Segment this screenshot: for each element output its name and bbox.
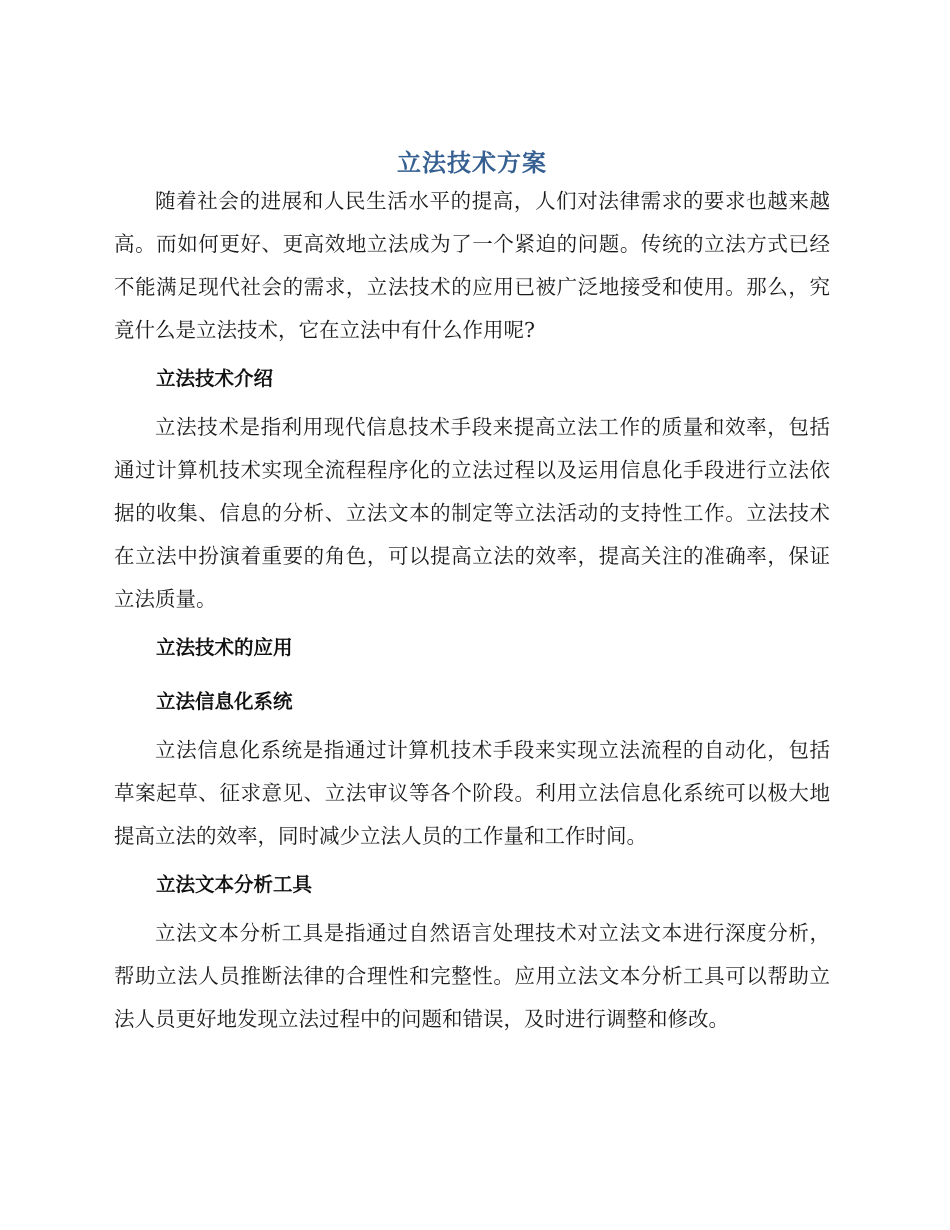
intro-paragraph: 随着社会的进展和人民生活水平的提高，人们对法律需求的要求也越来越高。而如何更好、更高效地立法成为了一个紧迫的问题。传统的立法方式已经不能满足现代社会的需求，立法技术的应用已被广泛地接受和使用。那么，究竟什么是立法技术，它在立法中有什么作用呢?	[114, 189, 830, 342]
spacer	[114, 394, 830, 406]
spacer	[114, 663, 830, 687]
section-heading-introduction: 立法技术介绍	[156, 367, 274, 390]
section-body-introduction: 立法技术是指利用现代信息技术手段来提高立法工作的质量和效率，包括通过计算机技术实现全流程程序化的立法过程以及运用信息化手段进行立法依据的收集、信息的分析、立法文本的制定等立法活动的支持性工作。立法技术在立法中扮演着重要的角色，可以提高立法的效率，提高关注的准确率，保证立法质量。	[114, 415, 830, 611]
spacer	[114, 352, 830, 364]
section-heading-text-analysis: 立法文本分析工具	[156, 873, 313, 896]
section-heading-application: 立法技术的应用	[156, 636, 293, 659]
document-title: 立法技术方案	[397, 149, 547, 177]
section-body-information-system: 立法信息化系统是指通过计算机技术手段来实现立法流程的自动化，包括草案起草、征求意见、立法审议等各个阶段。利用立法信息化系统可以极大地提高立法的效率，同时减少立法人员的工作量和工作时间。	[114, 738, 830, 848]
section-body-text-analysis: 立法文本分析工具是指通过自然语言处理技术对立法文本进行深度分析，帮助立法人员推断法律的合理性和完整性。应用立法文本分析工具可以帮助立法人员更好地发现立法过程中的问题和错误，及时进行调整和修改。	[114, 921, 830, 1031]
spacer	[114, 717, 830, 729]
spacer	[114, 621, 830, 633]
spacer	[114, 900, 830, 912]
spacer	[114, 858, 830, 870]
section-heading-information-system: 立法信息化系统	[156, 690, 293, 713]
